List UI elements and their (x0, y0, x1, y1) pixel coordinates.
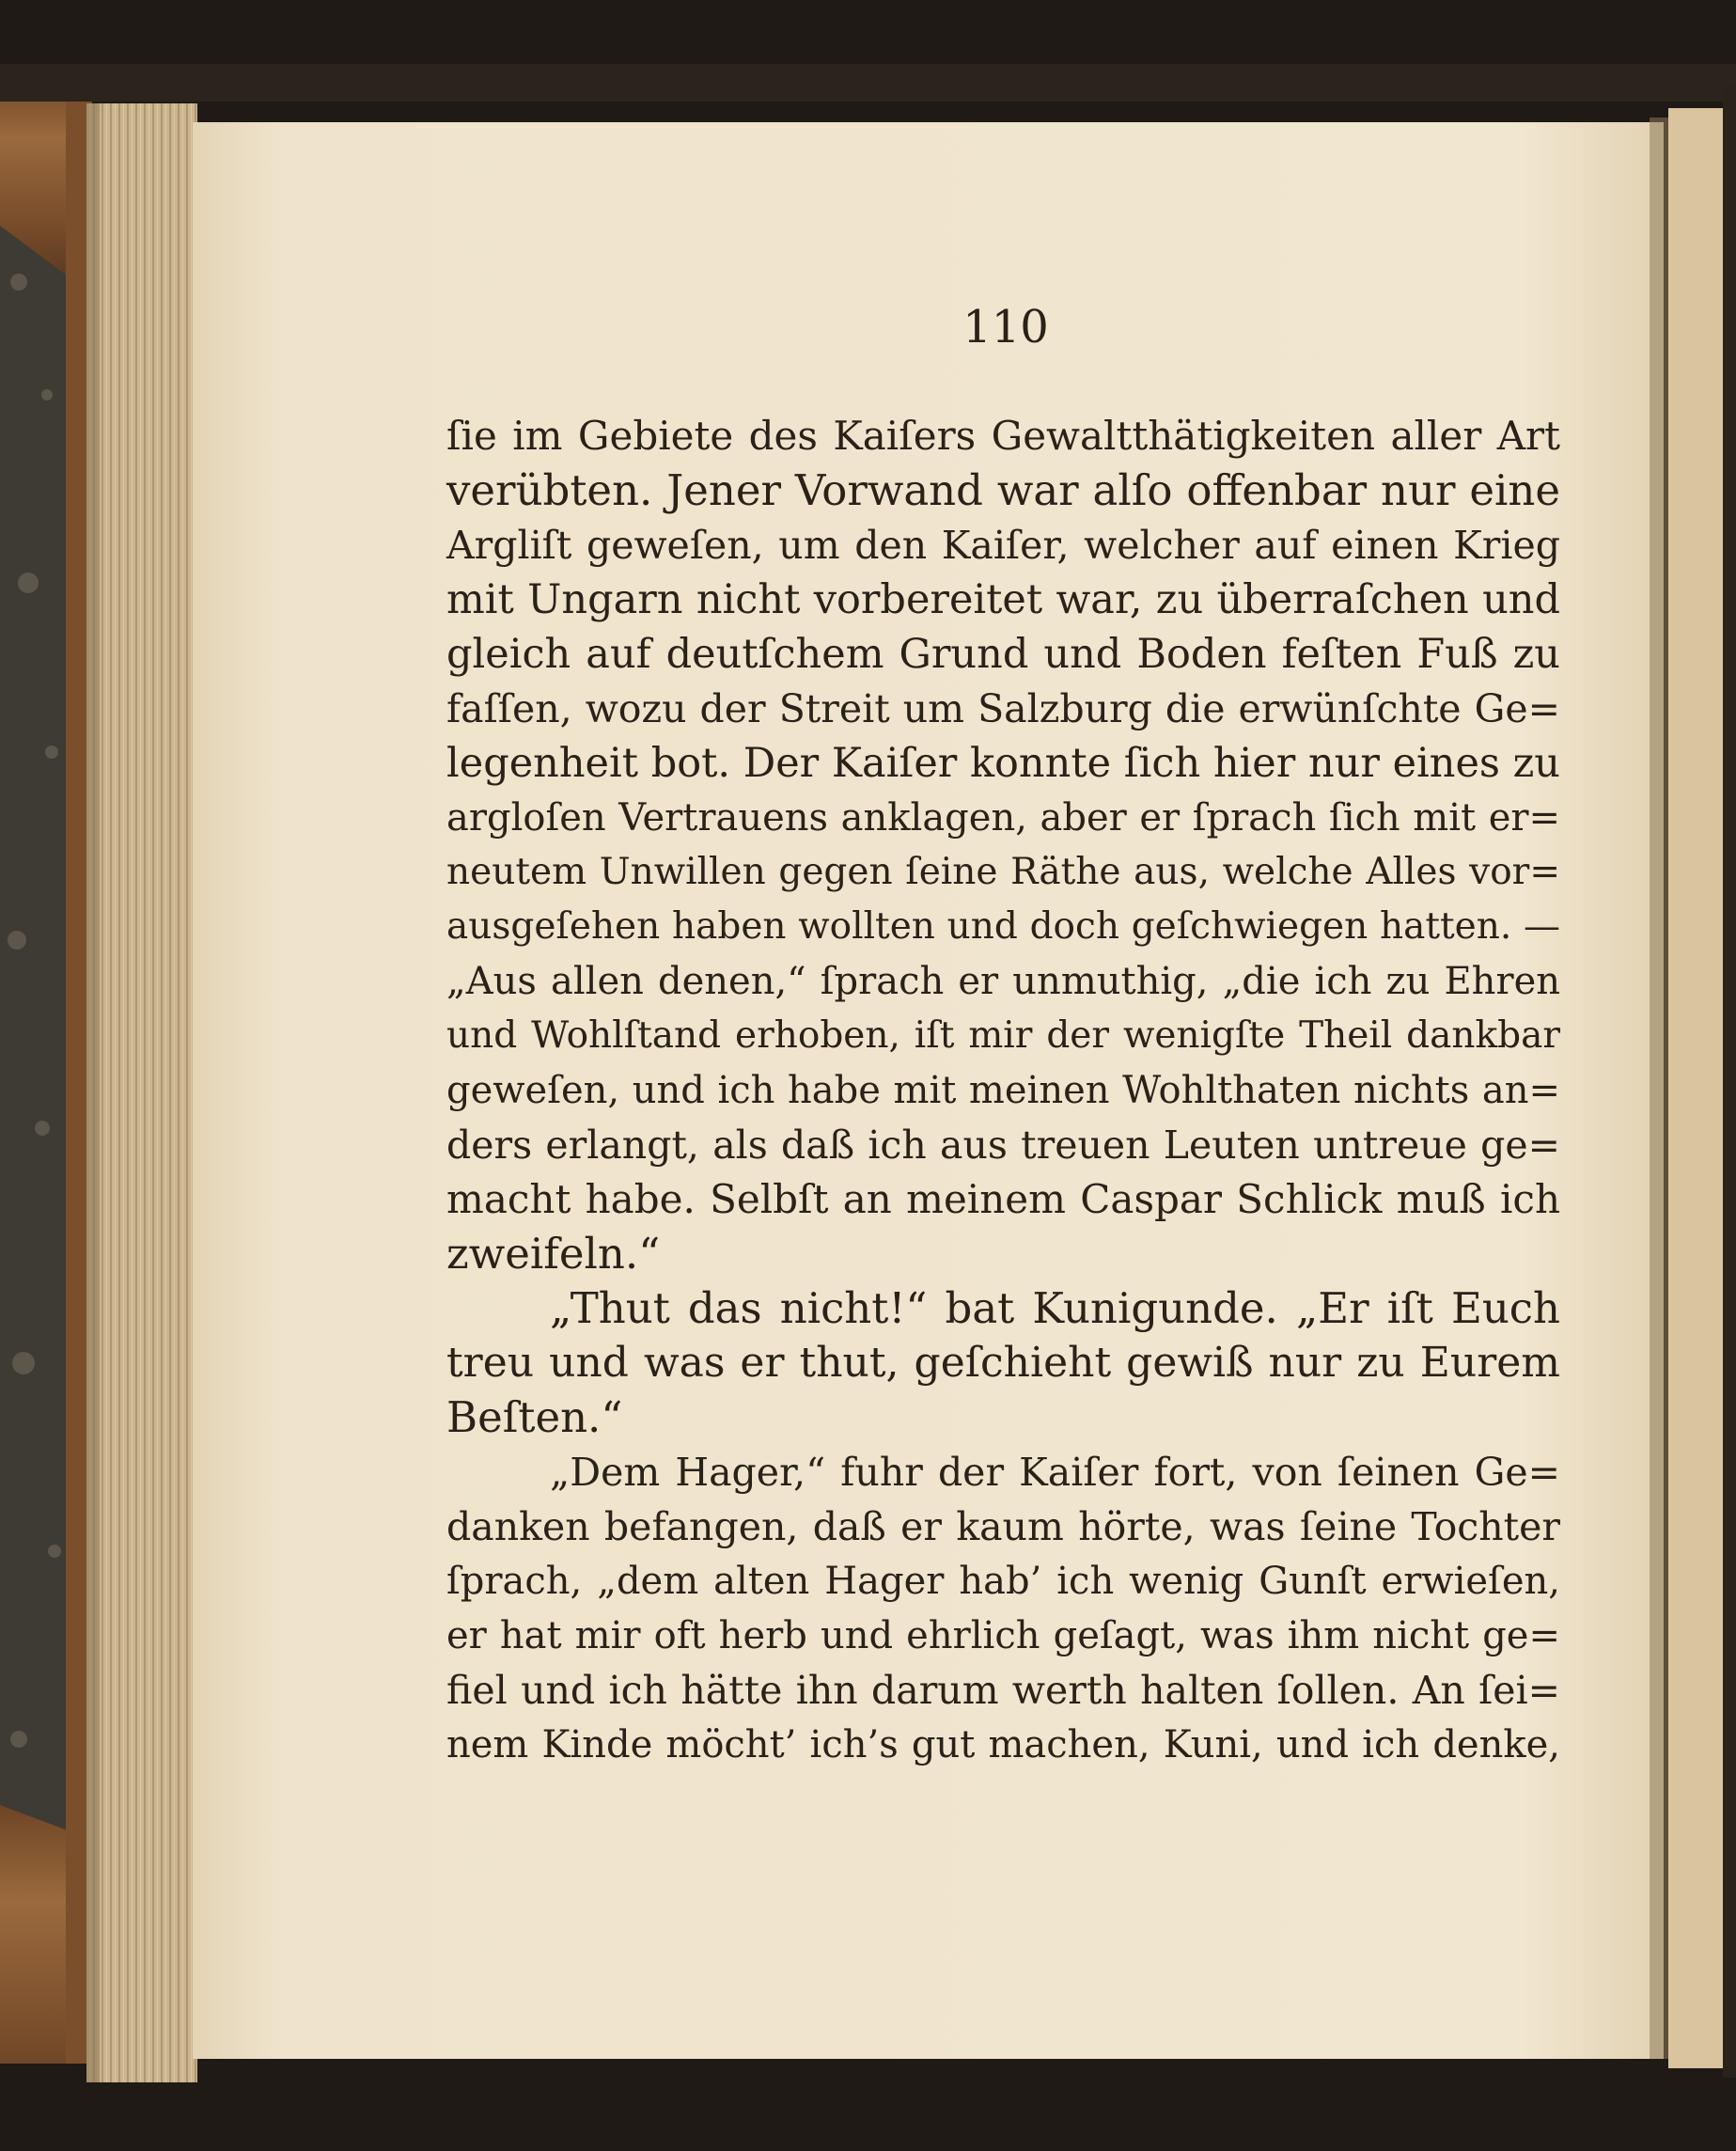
text-line: mit Ungarn nicht vorbereitet war, zu überraſchen und (446, 576, 1560, 623)
text-line: legenheit bot. Der Kaiſer konnte ſich hier nur eines zu (446, 740, 1560, 787)
text-line: Argliſt geweſen, um den Kaiſer, welcher auf einen Krieg (446, 523, 1560, 568)
text-line: nem Kinde möcht’ ich’s gut machen, Kuni, und ich denke, (446, 1723, 1560, 1766)
text-line: ders erlangt, als daß ich aus treuen Leuten untreue ge= (446, 1123, 1560, 1168)
text-line: ſie im Gebiete des Kaiſers Gewaltthätigkeiten aller Art (446, 413, 1560, 459)
text-line: geweſen, und ich habe mit meinen Wohlthaten nichts an= (446, 1069, 1560, 1112)
text-line: und Wohlſtand erhoben, iſt mir der wenigſte Theil dankbar (446, 1014, 1560, 1057)
text-line: danken befangen, daß er kaum hörte, was ſeine Tochter (446, 1504, 1560, 1549)
text-line: fiel und ich hätte ihn darum werth halten ſollen. An ſei= (446, 1668, 1560, 1713)
right-cover-edge (1723, 85, 1736, 2078)
text-line: gleich auf deutſchem Grund und Boden feſten Fuß zu (446, 631, 1560, 678)
text-line: neutem Unwillen gegen ſeine Räthe aus, welche Alles vor= (446, 851, 1560, 893)
text-line: ſprach, „dem alten Hager hab’ ich wenig Gunſt erwieſen, (446, 1560, 1560, 1603)
text-line: Beſten.“ (446, 1392, 623, 1442)
text-line: „Aus allen denen,“ ſprach er unmuthig, „die ich zu Ehren (446, 960, 1560, 1003)
text-line: „Dem Hager,“ fuhr der Kaiſer fort, von ſeinen Ge= (550, 1450, 1560, 1495)
text-line: verübten. Jener Vorwand war alſo offenbar nur eine (446, 465, 1560, 515)
page-number: 110 (962, 301, 1049, 353)
text-line: „Thut das nicht!“ bat Kunigunde. „Er iſt Euch (550, 1283, 1560, 1333)
binding-top (0, 64, 1736, 102)
page-block-shadow (86, 103, 100, 2082)
text-line: ausgeſehen haben wollten und doch geſchwiegen hatten. — (446, 905, 1560, 948)
page-body (446, 409, 1560, 1772)
next-page-sliver (1668, 108, 1723, 2068)
text-line: er hat mir oft herb und ehrlich geſagt, was ihm nicht ge= (446, 1614, 1560, 1657)
text-line: macht habe. Selbſt an meinem Caspar Schlick muß ich (446, 1176, 1560, 1222)
text-line: zweifeln.“ (446, 1229, 661, 1279)
text-line: faſſen, wozu der Streit um Salzburg die erwünſchte Ge= (446, 686, 1560, 731)
page-block-edges (86, 103, 197, 2082)
text-line: treu und was er thut, geſchieht gewiß nur zu Eurem (446, 1339, 1560, 1387)
page-gutter-shadow (1650, 118, 1668, 2059)
binding-bottom (0, 2064, 1736, 2151)
text-line: argloſen Vertrauens anklagen, aber er ſprach ſich mit er= (446, 796, 1560, 840)
